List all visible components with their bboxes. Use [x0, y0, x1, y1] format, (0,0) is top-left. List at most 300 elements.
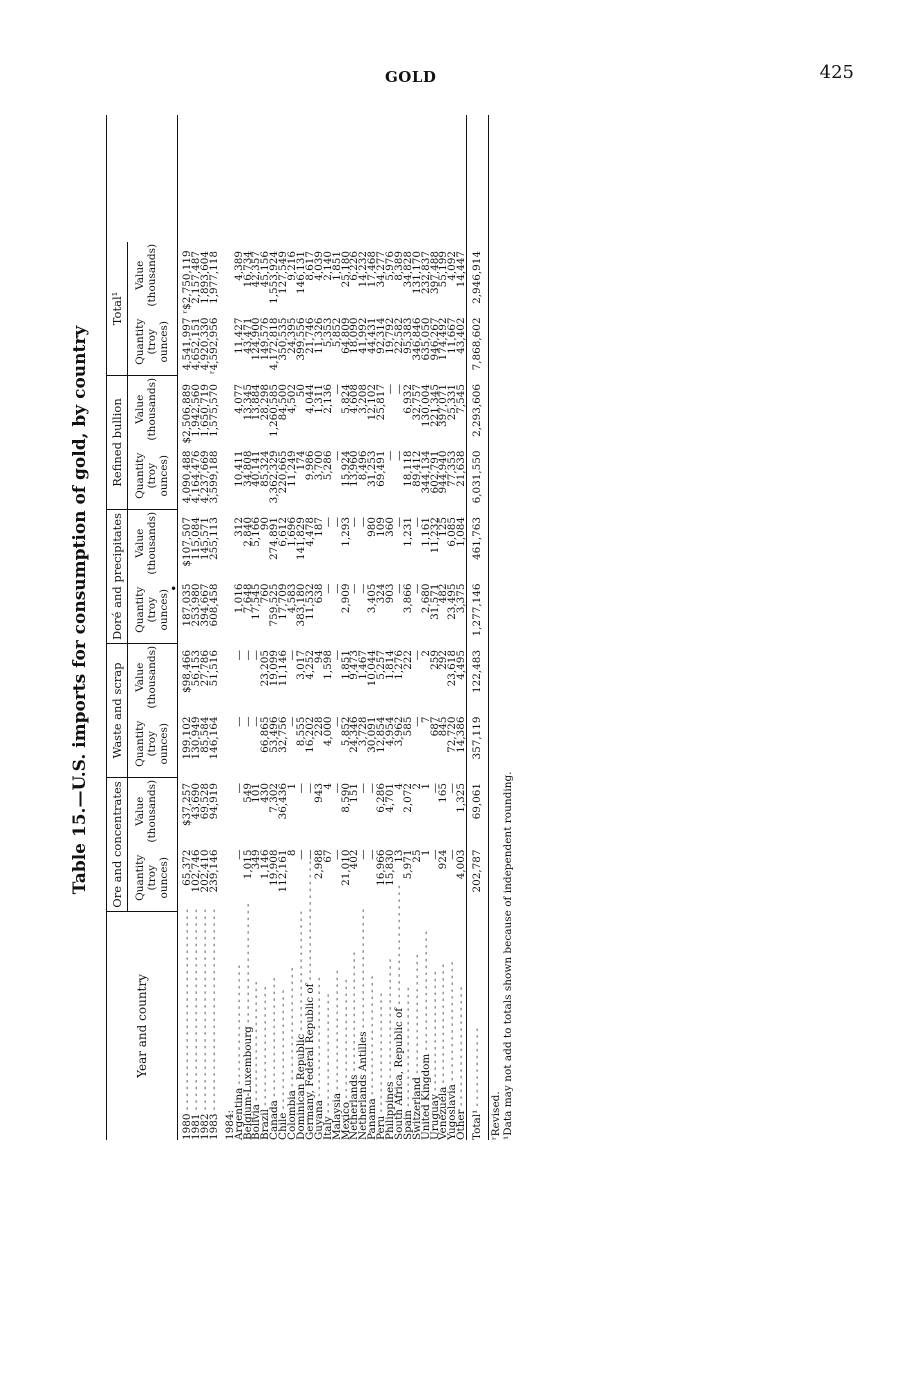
row-label-text: Colombia [286, 1090, 299, 1140]
row-label-text: Peru [375, 1115, 388, 1140]
table-cell: 383,180 [294, 583, 307, 627]
table-cell: 1,015 [241, 849, 254, 880]
table-cell: 32,757 [410, 384, 423, 421]
table-row [207, 115, 220, 1140]
leader-dots: - - - - - - - - - - - - - - - - - - [446, 961, 459, 1085]
table-cell: 85,584 [198, 716, 211, 753]
table-cell: — [357, 517, 370, 528]
leader-dots: - - - - - - - - - - - - - - - - - - [268, 977, 281, 1101]
table-cell: 14,447 [455, 251, 468, 288]
footnote-revised: ʳRevised. [490, 1091, 502, 1140]
table-cell: 1,851 [330, 251, 343, 281]
header-value-label: Value [134, 662, 146, 692]
table-header [107, 115, 177, 1140]
table-cell: 1,276 [392, 650, 405, 680]
header-value [128, 376, 177, 443]
table-cell: 31,571 [428, 583, 441, 620]
table-cell: — [241, 650, 254, 661]
table-cell: — [410, 650, 423, 661]
header-group [107, 777, 177, 911]
header-group-title: Doré and precipitates [107, 510, 128, 643]
table-cell: 21,746 [303, 317, 316, 354]
table-cell: 608,458 [207, 583, 220, 627]
table-cell: 638 [312, 583, 325, 604]
table-cell: 4 [392, 783, 405, 790]
leader-dots: - - - - - - - - - - - - - - - - - - [259, 986, 272, 1110]
table-cell: 3,728 [357, 716, 370, 747]
table-cell: 1,598 [321, 650, 334, 680]
table-cell: 94,919 [207, 783, 220, 820]
imports-table [106, 115, 489, 1140]
header-value-unit: (thousands) [146, 779, 158, 843]
table-cell: 2 [410, 783, 423, 790]
table-cell: 89,412 [410, 450, 423, 487]
table-cell: 4,044 [303, 384, 316, 414]
row-label [457, 912, 466, 1140]
table-cell: — [348, 517, 361, 528]
header-value-unit: (thousands) [146, 377, 158, 441]
table-cell: 6,226 [348, 251, 361, 281]
table-cell: 69,528 [198, 783, 211, 820]
table-cell: 32,756 [277, 716, 290, 753]
table-cell: 43,690 [189, 783, 202, 820]
table-cell: 19,908 [268, 849, 281, 886]
header-quantity [128, 309, 177, 376]
table-cell: 30,091 [366, 716, 379, 753]
header-quantity-label: Quantity [134, 318, 146, 365]
table-cell: — [366, 849, 379, 860]
table-cell: 174 [294, 450, 307, 471]
table-cell: 34,808 [241, 450, 254, 487]
header-quantity-unit: (troy ounces) [146, 857, 170, 899]
table-cell: 25,817 [375, 384, 388, 421]
table-cell: 12,854 [375, 716, 388, 753]
header-quantity [128, 845, 177, 912]
header-value [128, 778, 177, 845]
table-cell: 124,900 [250, 317, 263, 361]
table-cell: — [384, 450, 397, 461]
row-label-text: Uruguay [428, 1094, 441, 1140]
table-cell: 4,000 [321, 716, 334, 747]
leader-dots: - - - - - - - - - - - - - - - - - - - - - - - - - - - - - - [198, 909, 211, 1114]
table-cell: 1,146 [259, 849, 272, 880]
table-cell: 1,231 [401, 517, 414, 547]
table-cell: 253,980 [189, 583, 202, 627]
table-cell: 1,977,118 [207, 251, 220, 304]
table-cell: 8,617 [303, 251, 316, 281]
table-cell: 90 [259, 517, 272, 531]
table-cell: 18,090 [348, 317, 361, 354]
table-cell: 5,353 [321, 317, 334, 348]
table-cell: 72,720 [446, 716, 459, 753]
leader-dots: - - - - - - - - - - - - - - - - - - - - - - - - - - - - - - [189, 909, 202, 1114]
table-cell: 6,085 [446, 517, 459, 547]
leader-dots: - - - - - - - - - - - - - - - - - - [232, 964, 245, 1088]
table-cell: 6,286 [375, 783, 388, 813]
table-cell: $98,466 [181, 650, 193, 693]
row-label-text: Panama [366, 1098, 379, 1140]
row-label-text: Bolivia [250, 1104, 263, 1140]
table-cell: 4,077 [232, 384, 245, 414]
table-cell: 14,386 [455, 716, 468, 753]
row-label-text: 1980 [181, 1113, 193, 1140]
header-value-label: Value [134, 528, 146, 558]
table-cell: 760 [259, 583, 272, 604]
table-cell: 11,532 [303, 583, 316, 620]
table-cell: 94 [312, 650, 325, 664]
row-label-text: Venezuela [437, 1086, 450, 1140]
table-cell: 31,253 [366, 450, 379, 487]
table-cell: — [232, 650, 245, 661]
table-cell: 19,099 [268, 650, 281, 687]
table-cell: 324 [375, 583, 388, 604]
table-cell: 585 [401, 716, 414, 737]
table-cell: — [384, 384, 397, 395]
table-cell: 6,932 [401, 384, 414, 414]
table-cell: 10,044 [366, 650, 379, 687]
table-cell: 25 [410, 849, 423, 863]
table-cell: — [330, 783, 343, 794]
table-cell: 41,992 [357, 317, 370, 354]
table-cell: — [428, 783, 441, 794]
row-label-text: Switzerland [410, 1077, 423, 1140]
leader-dots: - - - - - - - - - - - - - - - - - - [250, 981, 263, 1105]
table-cell: 11,326 [312, 317, 325, 354]
table-cell: 25,180 [339, 251, 352, 288]
table-cell: 10,411 [232, 450, 245, 487]
table-cell: 149,576 [259, 317, 272, 361]
table-cell: 174,492 [437, 317, 450, 361]
table-cell: 165 [437, 783, 450, 803]
table-cell: 4,954 [384, 716, 397, 747]
row-label-text: Mexico [339, 1101, 352, 1140]
table-cell: — [428, 849, 441, 860]
table-cell: 127,549 [277, 251, 290, 294]
row-label-text: Malaysia [330, 1092, 343, 1140]
table-cell: 4 [321, 783, 334, 790]
table-cell: 112,161 [277, 849, 290, 893]
row-label-text: Spain [401, 1110, 414, 1140]
table-cell: 946,267 [428, 317, 441, 361]
table-cell: 350,535 [277, 317, 290, 361]
table-cell: 2,136 [321, 384, 334, 414]
table-cell: 1,893,604 [198, 251, 211, 304]
table-cell: 9,473 [348, 650, 361, 680]
table-cell: 199,102 [181, 716, 193, 760]
table-cell: 102,746 [189, 849, 202, 893]
table-cell: 346,846 [410, 317, 423, 361]
table-cell: 1 [419, 783, 432, 790]
header-quantity [128, 711, 177, 778]
row-label-text: Italy [321, 1116, 334, 1140]
table-cell: 5,286 [321, 450, 334, 481]
row-label-text: United Kingdom [419, 1053, 432, 1140]
header-value-label: Value [134, 394, 146, 424]
table-cell: 3,866 [401, 583, 414, 614]
row-label [473, 912, 482, 1140]
table-cell: 5,852 [339, 716, 352, 747]
table-cell: 635,050 [419, 317, 432, 361]
table-cell: 845 [437, 716, 450, 737]
table-cell: 55,199 [437, 251, 450, 288]
table-cell: 5,824 [339, 384, 352, 414]
table-cell: 1,575,570 [207, 384, 220, 437]
table-cell: 40,141 [250, 450, 263, 487]
row-label-text: Chile [277, 1112, 290, 1140]
table-total [467, 115, 488, 1140]
leader-dots: - - - - - - - - - - - - - - - - - - [384, 958, 397, 1082]
table-cell: — [357, 783, 370, 794]
table-cell: 399,556 [294, 317, 307, 361]
table-cell: 549 [241, 783, 254, 803]
header-group-title: Ore and concentrates [107, 778, 128, 911]
table-cell: 15,924 [339, 450, 352, 487]
table-cell: 8,389 [392, 251, 405, 281]
header-value [128, 510, 177, 577]
table-cell: — [330, 384, 343, 395]
table-cell: — [232, 783, 245, 794]
table-cell: 4,541,997 [181, 317, 193, 371]
header-group-title: Refined bullion [107, 376, 128, 509]
leader-dots: - - - - - - - - - - - - - - - - - - - - - - - - - - - - - - [207, 909, 220, 1114]
leader-dots: - - - - - - - - - - - - - - - - - - [401, 987, 414, 1111]
table-cell: 24,395 [286, 317, 299, 354]
table-cell: 11,232 [428, 517, 441, 554]
table-cell: 2,072 [401, 783, 414, 813]
section-label: 1984: [223, 1110, 236, 1140]
table-cell: 130,004 [419, 384, 432, 427]
table-cell: 85,324 [259, 450, 272, 487]
header-value [128, 242, 177, 309]
table-cell: 1,325 [455, 783, 468, 813]
table-cell: 7,302 [268, 783, 281, 813]
table-cell: 232,837 [419, 251, 432, 294]
table-cell: 16,734 [241, 251, 254, 288]
table-cell: 349 [250, 849, 263, 870]
row-label-text: Argentina [232, 1087, 245, 1140]
table-cell: 759,525 [268, 583, 281, 627]
table-cell: 67 [321, 849, 334, 863]
table-cell: 430 [259, 783, 272, 803]
table-cell: 22,582 [392, 317, 405, 354]
table-cell: 1,553,924 [268, 251, 281, 304]
table-cell: 7,545 [455, 384, 468, 414]
table-cell: 220,665 [277, 450, 290, 494]
leader-dots: - - - - - - - - - - - - - - - - - - [321, 993, 334, 1117]
header-group-title: Total¹ [107, 242, 128, 375]
leader-dots: - - - - - - - - - - - - - - - - - - [339, 979, 352, 1102]
header-quantity-unit: (troy ounces) [146, 589, 170, 631]
table-cell: — [330, 517, 343, 528]
header-quantity-label: Quantity [134, 854, 146, 901]
table-cell: 36,436 [277, 783, 290, 820]
running-head: GOLD [385, 68, 437, 86]
row-label-text: Dominican Republic [294, 1033, 307, 1140]
table-cell: 4,389 [232, 251, 245, 281]
table-cell: 903 [384, 583, 397, 604]
leader-dots: - - - - - - - - - - - - - - - - - - [392, 885, 405, 1008]
table-cell: 66,865 [259, 716, 272, 753]
table-cell: 13,345 [241, 384, 254, 421]
table-cell: 23,205 [259, 650, 272, 687]
row-label-text: Netherlands Antilles [357, 1031, 370, 1140]
table-cell: 2,946,914 [471, 251, 484, 304]
table-cell: 2,840 [241, 517, 254, 547]
table-cell: 18,118 [401, 450, 414, 487]
header-quantity-label: Quantity [134, 586, 146, 633]
table-cell: 3,700 [312, 450, 325, 481]
table-cell: 7,648 [241, 583, 254, 614]
table-cell: 19,792 [384, 317, 397, 354]
table-cell: 461,763 [471, 517, 484, 560]
table-cell: 1,814 [384, 650, 397, 680]
table-cell: 397,071 [437, 384, 450, 427]
table-cell: — [303, 849, 316, 860]
table-cell: 21,638 [455, 450, 468, 487]
table-cell: — [446, 849, 459, 860]
table-title: Table 15.—U.S. imports for consumption of gold, by country [70, 325, 90, 895]
table-cell: — [303, 783, 316, 794]
table-cell: 17,545 [250, 583, 263, 620]
table-cell: 3,208 [357, 384, 370, 414]
table-cell: 202,410 [198, 849, 211, 893]
header-group-title: Waste and scrap [107, 644, 128, 777]
header-quantity-unit: (troy ounces) [146, 321, 170, 363]
table-cell: 14,232 [357, 251, 370, 288]
table-cell: 56,153 [189, 650, 202, 687]
table-cell: 202,787 [471, 849, 484, 893]
table-cell: 16,202 [303, 716, 316, 753]
table-cell: — [446, 783, 459, 794]
table-cell: — [357, 849, 370, 860]
table-cell: 1,293 [339, 517, 352, 547]
leader-dots: - - - - - - - - - - - - [471, 1027, 484, 1110]
row-label-text: South Africa, Republic of [392, 1007, 405, 1140]
header-group [107, 242, 177, 375]
table-cell: 2,157,487 [189, 251, 202, 304]
table-cell: 274,891 [268, 517, 281, 560]
row-label-text: Philippines [384, 1081, 397, 1140]
table-cell: 15,830 [384, 849, 397, 886]
header-value-label: Value [134, 260, 146, 290]
leader-dots: - - - - - - - - - - - - - - - - - - [330, 970, 343, 1093]
table-cell: 239,146 [207, 849, 220, 893]
table-cell: 141,829 [294, 517, 307, 560]
table-cell: 8,590 [339, 783, 352, 813]
table-cell: 43,402 [455, 317, 468, 354]
table-cell: 3,362,329 [268, 450, 281, 504]
row-label-text: 1983 [207, 1113, 220, 1140]
table-cell: $2,506,889 [181, 384, 193, 444]
table-cell: 65,372 [181, 849, 193, 886]
header-quantity [128, 443, 177, 510]
table-cell: 1,084 [455, 517, 468, 547]
table-cell: 4,172,818 [268, 317, 281, 371]
table-cell: 45,156 [259, 251, 272, 288]
table-cell: 122,483 [471, 650, 484, 693]
table-cell: — [392, 384, 405, 395]
table-cell: 5,976 [384, 251, 397, 281]
table-cell: 5,852 [330, 317, 343, 348]
table-body [178, 115, 466, 1140]
table-cell: 13 [392, 849, 405, 863]
table-cell: — [232, 716, 245, 727]
footnotes [490, 771, 514, 1140]
row-label-text: Guyana [312, 1100, 325, 1140]
header-year-country: Year and country [107, 911, 177, 1140]
table-cell: 101 [250, 783, 263, 803]
table-cell: 4,701 [384, 783, 397, 813]
row-label-text: Netherlands [348, 1074, 361, 1140]
leader-dots: - - - - - - - - - - - - - - - - - - [455, 986, 468, 1110]
table-cell: 13,960 [348, 450, 361, 487]
table-cell: 187 [312, 517, 325, 537]
table-cell: 109 [375, 517, 388, 537]
table-cell: $37,257 [181, 783, 193, 826]
table-cell: 7,868,602 [471, 317, 484, 371]
table-cell: 130,949 [189, 716, 202, 760]
table-cell: 131,170 [410, 251, 423, 294]
table-cell: 115,084 [189, 517, 202, 560]
table-cell: 4,092 [446, 251, 459, 281]
table-cell: — [250, 716, 263, 727]
table-cell: 1,260,585 [268, 384, 281, 437]
table-cell: 1,311 [312, 384, 325, 414]
table-cell: — [357, 583, 370, 594]
header-value-unit: (thousands) [146, 511, 158, 575]
table-cell: 357,119 [471, 716, 484, 760]
table-cell: 8 [286, 849, 299, 857]
table-cell: 4,608 [348, 384, 361, 414]
table-cell: 4,583 [286, 583, 299, 614]
table-cell: 13,884 [250, 384, 263, 421]
header-value [128, 644, 177, 711]
table-cell: 482 [437, 583, 450, 604]
row-label-text: Total¹ [471, 1109, 484, 1140]
table-cell: 312 [232, 517, 245, 537]
table-cell: 980 [366, 517, 379, 537]
table-cell: 1,851 [339, 650, 352, 680]
row-label-text: Canada [268, 1100, 281, 1140]
table-cell: 943 [312, 783, 325, 803]
table-cell: 43,471 [241, 317, 254, 354]
table-cell: 34,277 [375, 251, 388, 288]
table-cell: 4,495 [455, 650, 468, 680]
table-cell: 4,920,330 [198, 317, 211, 371]
leader-dots: - - - - - - - - - - - - - - - - - - [366, 975, 379, 1099]
leader-dots: - - - - - - - - - - - - - - - - - - [348, 951, 361, 1075]
row-label [207, 909, 220, 1140]
table-cell: 11,146 [277, 650, 290, 687]
table-cell: — [286, 650, 299, 661]
row-label-text: Other [455, 1109, 468, 1140]
table-cell: ʳ$2,750,119 [181, 250, 193, 314]
table-cell: — [294, 783, 307, 794]
table-cell: 146,131 [294, 251, 307, 294]
table-cell: 25,331 [446, 384, 459, 421]
row-label-text: Brazil [259, 1109, 272, 1140]
table-cell: — [330, 716, 343, 727]
table-cell: 255,113 [207, 517, 220, 560]
table-cell: 16,966 [375, 849, 388, 886]
table-cell: 602,791 [428, 450, 441, 494]
table-cell: 292 [437, 650, 450, 670]
header-group [107, 509, 177, 643]
table-cell: 51,516 [207, 650, 220, 687]
leader-dots: - - - - - - - - - - - - - - - - - - - - - - - - - - - - - - [181, 909, 193, 1114]
table-cell: 3,962 [392, 716, 405, 747]
leader-dots: - - - - - - - - - - - - - - - - - - [357, 908, 370, 1032]
